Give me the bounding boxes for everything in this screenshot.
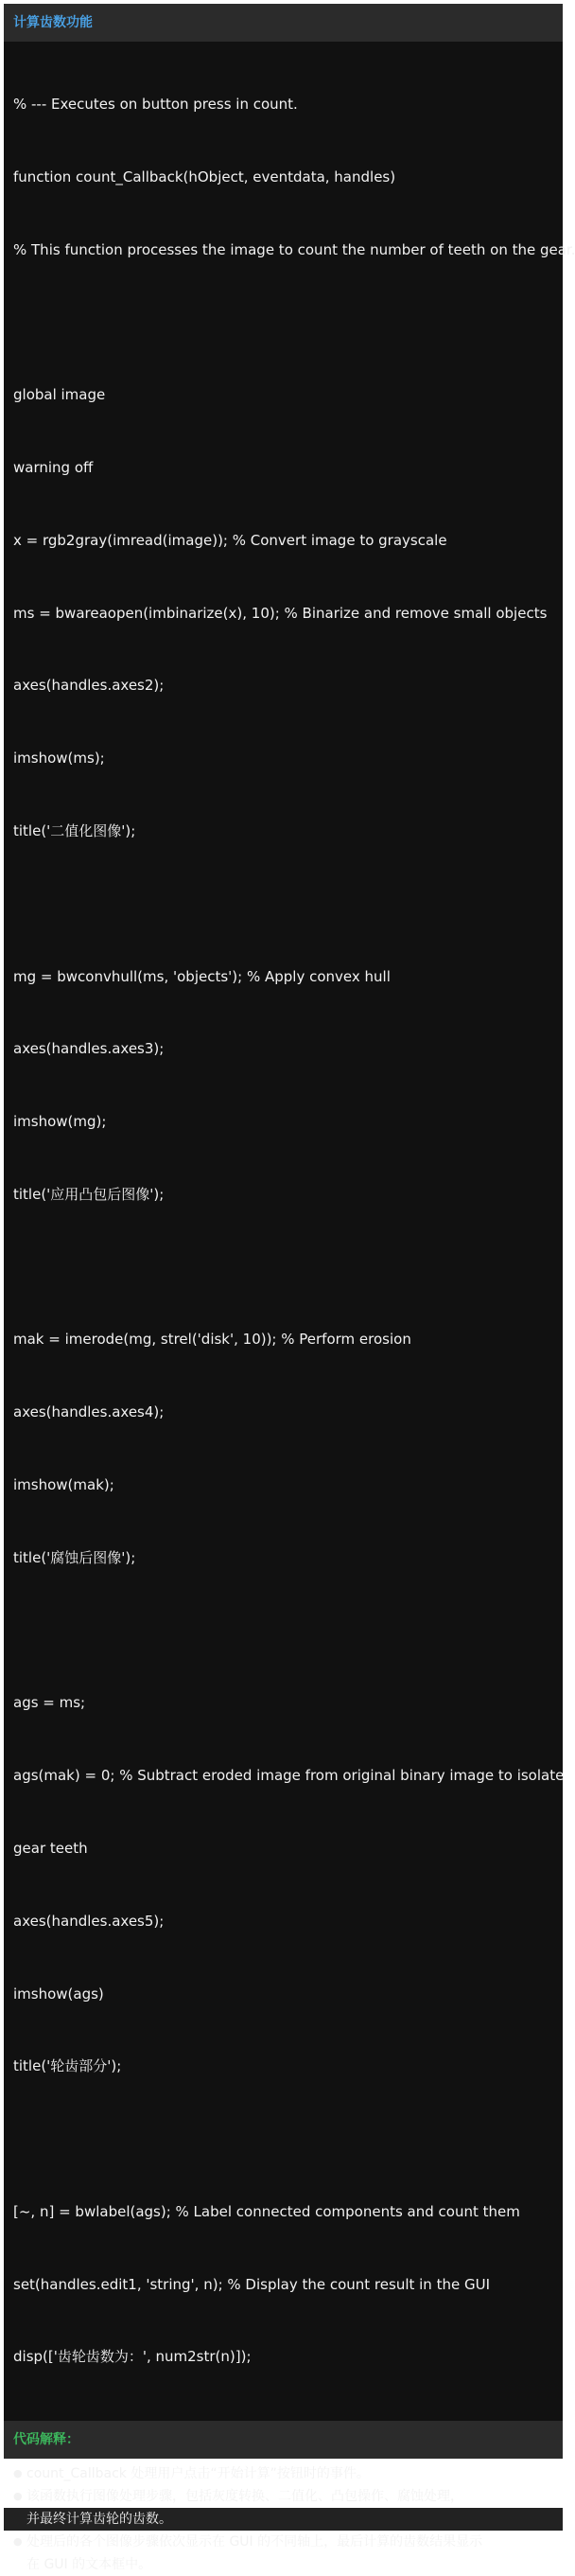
list-item-line: 该函数执行图像处理步骤，包括灰度转换、二值化、凸包操作、腐蚀处理，	[26, 2489, 463, 2505]
code-line: set(handles.edit1, 'string', n); % Display the count result in the GUI	[13, 2275, 490, 2293]
list-item-text	[26, 2531, 553, 2553]
code-line	[13, 1619, 553, 1644]
code-section-header	[4, 4, 563, 42]
code-line: axes(handles.axes4);	[13, 1403, 165, 1421]
code-line: axes(handles.axes2);	[13, 677, 165, 695]
code-line: % --- Executes on button press in count.	[13, 96, 298, 114]
code-line	[13, 892, 553, 917]
code-line: warning off	[13, 459, 94, 477]
code-line: axes(handles.axes5);	[13, 1912, 165, 1930]
code-block[interactable]	[4, 42, 575, 2421]
code-line: imshow(ags)	[13, 1985, 104, 2003]
code-line: title('轮齿部分');	[13, 2057, 122, 2075]
list-item	[13, 2531, 553, 2553]
code-line: ags(mak) = 0; % Subtract eroded image from original binary image to isolate	[13, 1767, 565, 1785]
list-item-line: 处理后的各个图像步骤依次显示在 GUI 的不同轴上，最后计算的齿数结果显示	[26, 2534, 483, 2550]
content-panel	[4, 4, 575, 2573]
explanation-section-title: 代码解释：	[13, 2432, 79, 2448]
code-line: ms = bwareaopen(imbinarize(x), 10); % Binarize and remove small objects	[13, 604, 548, 622]
code-line: % This function processes the image to count the number of teeth on the gear.	[13, 240, 575, 258]
bullet-icon: ●	[13, 2467, 23, 2480]
code-line: imshow(mg);	[13, 1113, 107, 1131]
code-line: title('二值化图像');	[13, 822, 136, 839]
code-line: imshow(mak);	[13, 1476, 114, 1494]
code-line: axes(handles.axes3);	[13, 1040, 165, 1058]
code-line: mg = bwconvhull(ms, 'objects'); % Apply convex hull	[13, 967, 391, 985]
code-line: mak = imerode(mg, strel('disk', 10)); % Perform erosion	[13, 1331, 411, 1349]
list-item-line: 在 GUI 的文本框中。	[26, 2557, 152, 2573]
explanation-list	[4, 2459, 563, 2576]
code-line: title('腐蚀后图像');	[13, 1548, 136, 1566]
list-item-line: 并最终计算齿轮的齿数。	[4, 2508, 563, 2531]
code-line	[13, 311, 553, 336]
code-line: disp(['齿轮齿数为：', num2str(n)]);	[13, 2348, 252, 2366]
list-item-text	[26, 2462, 553, 2485]
code-line	[13, 1256, 553, 1280]
bullet-icon: ●	[13, 2535, 23, 2549]
code-line: title('应用凸包后图像');	[13, 1185, 165, 1203]
explanation-section-header	[4, 2421, 563, 2459]
list-item	[13, 2485, 553, 2508]
bullet-icon: ●	[13, 2490, 23, 2503]
list-item-text	[26, 2485, 553, 2508]
code-line: ags = ms;	[13, 1694, 86, 1712]
code-line: [~, n] = bwlabel(ags); % Label connected components and count them	[13, 2202, 520, 2220]
code-line: global image	[13, 386, 106, 404]
code-line: gear teeth	[13, 1839, 88, 1857]
list-item	[13, 2462, 553, 2485]
code-line	[13, 2127, 553, 2152]
code-section-title: 计算齿数功能	[13, 15, 93, 30]
code-line: imshow(ms);	[13, 750, 105, 768]
code-line: function count_Callback(hObject, eventdata, handles)	[13, 168, 396, 185]
list-item-line: count_Callback 处理用户点击“开始计算”按钮时的事件。	[26, 2466, 370, 2482]
code-line: x = rgb2gray(imread(image)); % Convert image to grayscale	[13, 531, 447, 549]
